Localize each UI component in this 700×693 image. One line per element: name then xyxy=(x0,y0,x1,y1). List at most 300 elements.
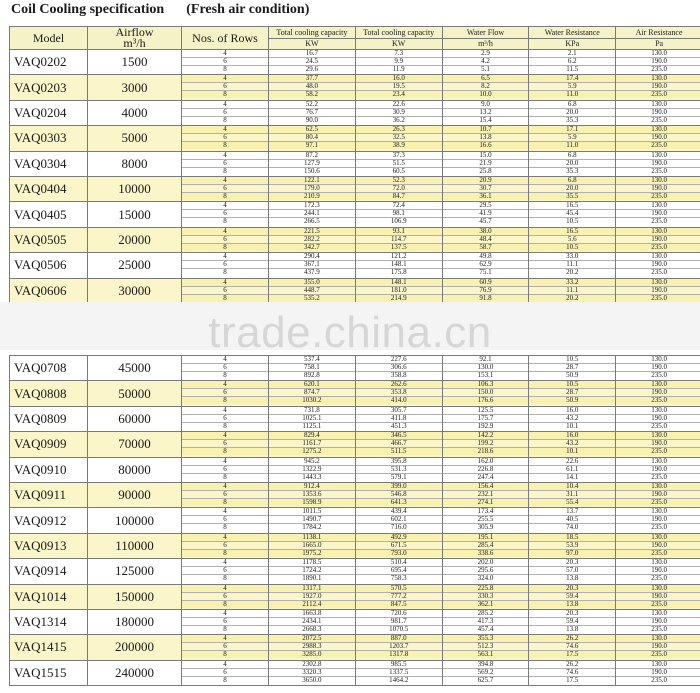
table-row xyxy=(10,100,700,125)
t1-cell xyxy=(269,381,356,406)
airflow-cell: 45000 xyxy=(88,356,182,381)
wr-value: 45.4 xyxy=(529,210,615,218)
wf-value: 91.8 xyxy=(443,295,529,302)
ar-subrows xyxy=(616,177,700,200)
wf-value: 16.6 xyxy=(443,142,529,149)
table-row xyxy=(10,176,700,201)
model-cell: VAQ1415 xyxy=(10,635,88,660)
t2-value: 72.4 xyxy=(356,202,442,210)
wr-subrows xyxy=(529,101,615,124)
ar-value: 235.0 xyxy=(616,550,700,557)
title-main: Coil Cooling specification xyxy=(11,2,165,17)
wf-value: 20.9 xyxy=(443,177,529,185)
wr-subrows xyxy=(529,610,615,633)
wf-cell xyxy=(442,75,529,100)
t2-cell xyxy=(355,227,442,252)
wf-cell xyxy=(442,660,529,685)
total2-label: Total cooling capacity xyxy=(363,27,435,37)
wr-value: 6.8 xyxy=(529,152,615,160)
ar-value: 190.0 xyxy=(616,618,700,626)
t2-value: 671.5 xyxy=(356,542,442,550)
rows-value: 4 xyxy=(182,610,268,618)
t2-value: 510.4 xyxy=(356,559,442,567)
wr-subrows xyxy=(529,534,615,557)
ar-cell xyxy=(616,609,700,634)
rows-subrows xyxy=(182,101,268,124)
t1-value: 90.0 xyxy=(305,116,319,124)
t2-value: 262.6 xyxy=(356,381,442,389)
t1-cell xyxy=(269,253,356,278)
wr-value: 20.3 xyxy=(529,610,615,618)
rows-value: 8 xyxy=(223,676,227,684)
wf-subrows xyxy=(443,228,529,251)
rows-subrows xyxy=(182,534,268,557)
wf-value: 21.9 xyxy=(443,160,529,168)
rows-subrows xyxy=(182,559,268,582)
ar-subrows xyxy=(616,202,700,225)
ar-value: 190.0 xyxy=(616,83,700,91)
t1-value: 37.7 xyxy=(269,75,355,83)
ar-cell xyxy=(616,75,700,100)
t1-value: 3320.3 xyxy=(269,669,355,677)
page-title xyxy=(11,2,309,18)
wf-value: 41.9 xyxy=(443,210,529,218)
wf-subrows xyxy=(443,432,529,455)
t2-subrows xyxy=(356,585,442,608)
t1-value: 1125.1 xyxy=(302,422,322,430)
ar-value: 190.0 xyxy=(616,593,700,601)
rows-cell xyxy=(182,126,269,151)
ar-value: 130.0 xyxy=(616,432,700,440)
t1-cell xyxy=(269,100,356,125)
t1-value: 535.2 xyxy=(269,295,355,302)
wf-cell xyxy=(442,278,529,303)
wf-value: 45.7 xyxy=(479,218,492,226)
t2-value: 466.7 xyxy=(356,440,442,448)
model-cell: VAQ0506 xyxy=(10,253,88,278)
wf-cell xyxy=(442,50,529,75)
wf-cell xyxy=(442,432,529,457)
wr-value: 5.6 xyxy=(529,236,615,244)
t2-cell xyxy=(355,432,442,457)
ar-value: 130.0 xyxy=(616,126,700,134)
rows-value: 4 xyxy=(182,356,268,364)
t1-subrows xyxy=(269,152,355,175)
t1-value: 1443.3 xyxy=(302,473,322,481)
wr-value: 13.7 xyxy=(529,508,615,516)
rows-value: 8 xyxy=(182,448,268,455)
t1-value: 758.1 xyxy=(269,364,355,372)
t2-value: 227.6 xyxy=(356,356,442,364)
t1-value: 127.9 xyxy=(269,160,355,168)
rows-value: 4 xyxy=(182,432,268,440)
wf-value: 563.1 xyxy=(443,651,529,658)
wf-value: 8.2 xyxy=(443,83,529,91)
ar-value: 190.0 xyxy=(616,491,700,499)
wf-value: 25.8 xyxy=(479,167,492,175)
t1-value: 172.3 xyxy=(269,202,355,210)
airflow-cell: 10000 xyxy=(88,176,182,201)
wf-value: 199.2 xyxy=(443,440,529,448)
wr-cell xyxy=(529,533,616,558)
airflow-cell: 5000 xyxy=(88,126,182,151)
wf-value: 5.1 xyxy=(481,66,490,73)
rows-value: 8 xyxy=(182,244,268,251)
ar-value: 235.0 xyxy=(651,66,667,73)
t1-value: 282.2 xyxy=(269,236,355,244)
wr-value: 20.2 xyxy=(566,269,579,277)
wres-unit: KPa xyxy=(529,38,615,48)
ar-subrows xyxy=(616,635,700,658)
ar-cell xyxy=(616,253,700,278)
t2-subrows xyxy=(356,458,442,481)
t2-value: 114.7 xyxy=(356,236,442,244)
ar-cell xyxy=(616,584,700,609)
rows-value: 4 xyxy=(182,75,268,83)
t2-value: 353.8 xyxy=(356,389,442,397)
airflow-cell: 20000 xyxy=(88,227,182,252)
wr-value: 14.1 xyxy=(566,473,579,481)
t1-subrows xyxy=(269,126,355,149)
rows-value: 4 xyxy=(182,381,268,389)
ar-value: 130.0 xyxy=(616,661,700,669)
model-cell: VAQ0304 xyxy=(10,151,88,176)
ar-value: 235.0 xyxy=(616,499,700,506)
ar-cell xyxy=(616,508,700,533)
wr-value: 11.0 xyxy=(529,142,615,149)
ar-subrows xyxy=(616,432,700,455)
t2-cell xyxy=(355,278,442,303)
wr-subrows xyxy=(529,152,615,175)
wf-value: 330.3 xyxy=(443,593,529,601)
t1-value: 537.4 xyxy=(269,356,355,364)
wr-value: 16.0 xyxy=(529,407,615,415)
ar-value: 190.0 xyxy=(616,261,700,269)
wr-value: 74.0 xyxy=(566,524,579,532)
water-label: Water Flow xyxy=(466,27,505,37)
t1-value: 1138.1 xyxy=(269,534,355,542)
wf-subrows xyxy=(443,458,529,481)
model-cell: VAQ0909 xyxy=(10,432,88,457)
wf-subrows xyxy=(443,661,529,684)
t1-value: 874.7 xyxy=(269,389,355,397)
ar-subrows xyxy=(616,253,700,276)
wr-subrows xyxy=(529,635,615,658)
ar-value: 130.0 xyxy=(616,50,700,58)
t1-value: 87.2 xyxy=(269,152,355,160)
wf-value: 106.3 xyxy=(443,381,529,389)
wr-value: 50.9 xyxy=(529,397,615,404)
wr-value: 55.4 xyxy=(529,499,615,506)
ar-value: 130.0 xyxy=(616,585,700,593)
model-cell: VAQ0203 xyxy=(10,75,88,100)
t2-subrows xyxy=(356,279,442,302)
t2-value: 793.0 xyxy=(356,550,442,557)
wf-value: 338.6 xyxy=(443,550,529,557)
wr-cell xyxy=(529,406,616,431)
wr-value: 10.5 xyxy=(529,356,615,364)
rows-value: 6 xyxy=(182,185,268,193)
ar-cell xyxy=(616,278,700,303)
t1-subrows xyxy=(269,483,355,506)
t1-value: 150.6 xyxy=(304,167,320,175)
wr-subrows xyxy=(529,483,615,506)
t2-value: 1464.2 xyxy=(389,676,409,684)
wf-value: 125.5 xyxy=(443,407,529,415)
t1-value: 1890.1 xyxy=(302,575,322,583)
t2-value: 23.4 xyxy=(356,91,442,98)
t2-value: 52.3 xyxy=(356,177,442,185)
t1-cell xyxy=(269,278,356,303)
wf-value: 394.8 xyxy=(443,661,529,669)
ar-value: 130.0 xyxy=(616,152,700,160)
ar-value: 190.0 xyxy=(616,185,700,193)
table-row xyxy=(10,482,700,507)
t2-subrows xyxy=(356,152,442,175)
wf-subrows xyxy=(443,407,529,430)
wf-value: 36.1 xyxy=(443,193,529,200)
wr-value: 22.6 xyxy=(529,458,615,466)
t1-value: 1490.7 xyxy=(269,516,355,524)
airflow-cell: 180000 xyxy=(88,609,182,634)
t1-subrows xyxy=(269,661,355,684)
t2-value: 439.4 xyxy=(356,508,442,516)
t1-subrows xyxy=(269,101,355,124)
t2-value: 9.9 xyxy=(356,58,442,66)
wf-value: 417.3 xyxy=(443,618,529,626)
wf-value: 218.6 xyxy=(443,448,529,455)
wr-value: 10.1 xyxy=(529,448,615,455)
t2-subrows xyxy=(356,126,442,149)
ar-value: 235.0 xyxy=(651,269,667,277)
ar-value: 235.0 xyxy=(651,625,667,633)
rows-value: 6 xyxy=(182,261,268,269)
airflow-cell: 80000 xyxy=(88,457,182,482)
ar-value: 235.0 xyxy=(651,473,667,481)
rows-subrows xyxy=(182,508,268,531)
t2-subrows xyxy=(356,356,442,379)
ar-value: 130.0 xyxy=(616,559,700,567)
wr-subrows xyxy=(529,661,615,684)
t1-value: 1724.2 xyxy=(269,567,355,575)
ar-value: 130.0 xyxy=(616,483,700,491)
spec-table-top xyxy=(9,26,700,304)
wf-value: 153.1 xyxy=(477,372,494,379)
ar-cell xyxy=(616,432,700,457)
t2-value: 30.9 xyxy=(356,109,442,117)
ar-value: 130.0 xyxy=(616,381,700,389)
t1-value: 2988.3 xyxy=(269,643,355,651)
t2-cell xyxy=(355,457,442,482)
wr-value: 6.2 xyxy=(529,58,615,66)
rows-subrows xyxy=(182,126,268,149)
ar-subrows xyxy=(616,75,700,98)
t1-value: 342.7 xyxy=(269,244,355,251)
t2-value: 181.0 xyxy=(356,287,442,295)
ar-cell xyxy=(616,100,700,125)
col-total1-header xyxy=(269,27,356,50)
rows-value: 6 xyxy=(182,236,268,244)
wr-value: 40.5 xyxy=(529,516,615,524)
ar-subrows xyxy=(616,483,700,506)
wr-value: 11.1 xyxy=(529,261,615,269)
wr-cell xyxy=(529,176,616,201)
t2-value: 7.3 xyxy=(356,50,442,58)
wf-value: 355.3 xyxy=(443,635,529,643)
t1-cell xyxy=(269,126,356,151)
airflow-cell: 125000 xyxy=(88,559,182,584)
rows-value: 4 xyxy=(182,508,268,516)
rows-cell xyxy=(182,227,269,252)
t1-subrows xyxy=(269,177,355,200)
t2-value: 93.1 xyxy=(356,228,442,236)
rows-value: 4 xyxy=(182,534,268,542)
rows-subrows xyxy=(182,458,268,481)
airflow-cell: 70000 xyxy=(88,432,182,457)
wr-cell xyxy=(529,75,616,100)
t1-subrows xyxy=(269,356,355,379)
rows-value: 8 xyxy=(223,116,227,124)
ar-value: 235.0 xyxy=(616,244,700,251)
t2-value: 36.2 xyxy=(392,116,405,124)
ar-value: 235.0 xyxy=(651,575,667,583)
table-header-row xyxy=(10,27,700,50)
t1-value: 1975.2 xyxy=(269,550,355,557)
wf-cell xyxy=(442,406,529,431)
wr-value: 57.0 xyxy=(529,567,615,575)
t2-cell xyxy=(355,508,442,533)
ar-cell xyxy=(616,660,700,685)
wf-value: 173.4 xyxy=(443,508,529,516)
t2-value: 175.8 xyxy=(390,269,407,277)
model-cell: VAQ0204 xyxy=(10,100,88,125)
t1-subrows xyxy=(269,75,355,98)
rows-value: 8 xyxy=(223,625,227,633)
rows-value: 6 xyxy=(182,287,268,295)
model-cell: VAQ0202 xyxy=(10,50,88,75)
table-row xyxy=(10,151,700,176)
t1-subrows xyxy=(269,610,355,633)
t2-value: 641.3 xyxy=(356,499,442,506)
wf-value: 10.7 xyxy=(443,126,529,134)
t2-value: 1337.5 xyxy=(356,669,442,677)
table-row xyxy=(10,635,700,660)
rows-cell xyxy=(182,406,269,431)
t2-cell xyxy=(355,253,442,278)
t1-value: 1030.2 xyxy=(269,397,355,404)
ar-subrows xyxy=(616,126,700,149)
wr-value: 43.2 xyxy=(529,415,615,423)
wr-subrows xyxy=(529,356,615,379)
wr-value: 43.2 xyxy=(529,440,615,448)
col-ares-header xyxy=(616,27,700,50)
ar-value: 190.0 xyxy=(616,210,700,218)
wr-value: 61.1 xyxy=(529,466,615,474)
t2-cell xyxy=(355,482,442,507)
table-row xyxy=(10,381,700,406)
ar-value: 235.0 xyxy=(616,295,700,302)
airflow-unit: m³/h xyxy=(123,36,146,50)
wr-value: 20.3 xyxy=(529,585,615,593)
t2-value: 98.1 xyxy=(356,210,442,218)
t2-value: 121.2 xyxy=(356,253,442,261)
col-rows-header: Nos. of Rows xyxy=(182,27,269,50)
rows-cell xyxy=(182,50,269,75)
wr-value: 17.5 xyxy=(529,651,615,658)
wf-subrows xyxy=(443,559,529,582)
t1-cell xyxy=(269,584,356,609)
t2-subrows xyxy=(356,534,442,557)
t2-value: 847.5 xyxy=(356,601,442,608)
t2-cell xyxy=(355,75,442,100)
wf-value: 156.4 xyxy=(443,483,529,491)
rows-value: 6 xyxy=(182,491,268,499)
wf-value: 285.4 xyxy=(443,542,529,550)
t2-subrows xyxy=(356,661,442,684)
rows-value: 4 xyxy=(182,407,268,415)
rows-subrows xyxy=(182,661,268,684)
wr-value: 11.5 xyxy=(566,66,579,73)
t1-value: 1353.6 xyxy=(269,491,355,499)
t1-cell xyxy=(269,457,356,482)
model-cell: VAQ0913 xyxy=(10,533,88,558)
rows-value: 8 xyxy=(182,295,268,302)
ar-value: 235.0 xyxy=(651,676,667,684)
wr-value: 10.5 xyxy=(566,218,579,226)
model-cell: VAQ0606 xyxy=(10,278,88,303)
model-cell: VAQ1314 xyxy=(10,609,88,634)
ar-value: 190.0 xyxy=(616,109,700,117)
rows-value: 4 xyxy=(182,483,268,491)
t2-subrows xyxy=(356,381,442,404)
wr-value: 20.2 xyxy=(529,295,615,302)
t1-subrows xyxy=(269,279,355,302)
t1-value: 1322.9 xyxy=(269,466,355,474)
rows-subrows xyxy=(182,610,268,633)
t1-subrows xyxy=(269,202,355,225)
t1-value: 3285.0 xyxy=(269,651,355,658)
rows-cell xyxy=(182,100,269,125)
wf-subrows xyxy=(443,483,529,506)
ar-subrows xyxy=(616,661,700,684)
rows-value: 8 xyxy=(223,269,227,277)
t1-value: 1663.8 xyxy=(269,610,355,618)
t1-value: 290.4 xyxy=(269,253,355,261)
t1-value: 1011.5 xyxy=(269,508,355,516)
ar-value: 130.0 xyxy=(616,253,700,261)
t2-cell xyxy=(355,609,442,634)
wf-value: 232.1 xyxy=(443,491,529,499)
wf-subrows xyxy=(443,534,529,557)
t2-value: 106.9 xyxy=(390,218,407,226)
t2-value: 306.6 xyxy=(356,364,442,372)
t2-value: 579.1 xyxy=(390,473,407,481)
wr-subrows xyxy=(529,75,615,98)
t1-cell xyxy=(269,176,356,201)
ar-cell xyxy=(616,356,700,381)
rows-value: 4 xyxy=(182,253,268,261)
t1-value: 1178.5 xyxy=(269,559,355,567)
wr-value: 16.5 xyxy=(529,228,615,236)
wf-cell xyxy=(442,202,529,227)
ar-value: 130.0 xyxy=(616,75,700,83)
t2-value: 546.8 xyxy=(356,491,442,499)
table-row xyxy=(10,660,700,685)
table-row xyxy=(10,126,700,151)
rows-value: 6 xyxy=(182,440,268,448)
airflow-cell: 100000 xyxy=(88,508,182,533)
wf-value: 175.7 xyxy=(443,415,529,423)
